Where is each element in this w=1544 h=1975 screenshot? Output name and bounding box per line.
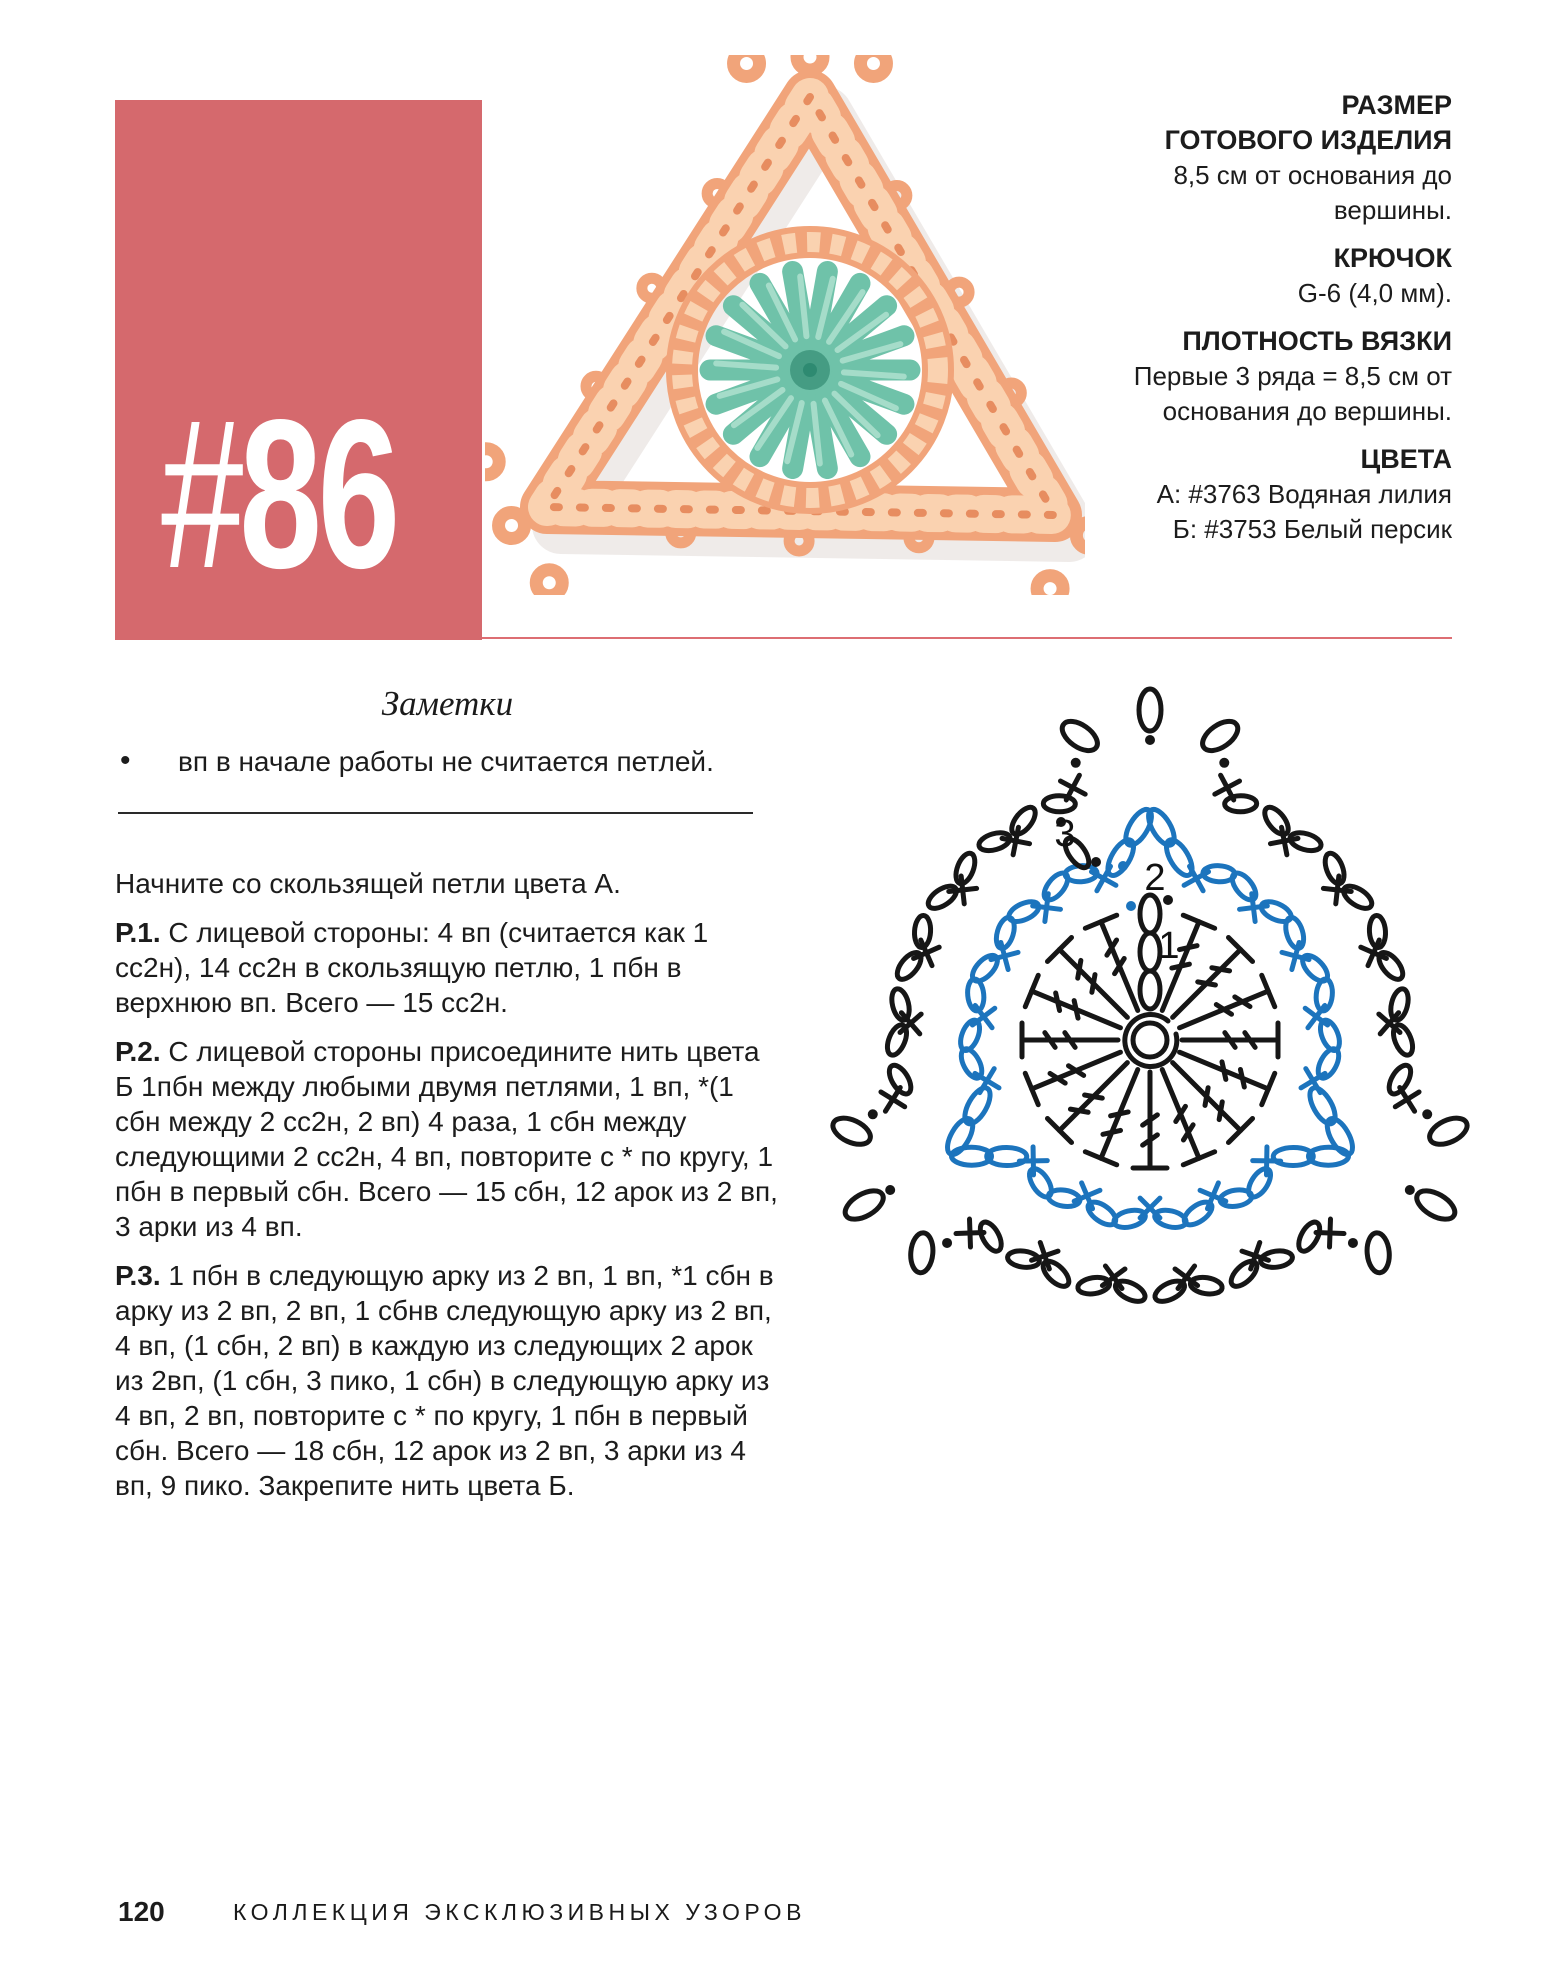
row2-paragraph [115,1034,783,1244]
crochet-motif-photo [485,55,1085,595]
svg-text:1: 1 [1158,925,1180,967]
pattern-number-badge [115,100,482,640]
pattern-number [161,375,397,612]
row2-text: С лицевой стороны присоедините нить цвета Б 1пбн между любыми двумя петлями, 1 вп, *(1 сбн между 2 сс2н, 2 вп) 4 раза, 1 сбн между следующими 2 сс2н, 4 вп, повторите с * по кругу, 1 пбн в первый сбн. Всего — 15 сбн, 12 арок из 2 вп, 3 арки из 4 вп. [115,1036,778,1242]
pattern-number-digits: 86 [239,375,397,612]
gauge-label: ПЛОТНОСТЬ ВЯЗКИ [1182,326,1452,356]
notes-divider [118,812,753,814]
gauge-value: Первые 3 ряда = 8,5 см от основания до вершины. [1133,361,1452,426]
size-label-line1: РАЗМЕР [1341,90,1452,120]
colors-label: ЦВЕТА [1360,444,1452,474]
pattern-number-hash: # [161,375,240,612]
specs-column [1092,88,1452,547]
row1-paragraph [115,915,783,1020]
page-number: 120 [118,1896,165,1927]
row1-label: Р.1. [115,917,161,948]
crochet-chart [765,600,1535,1460]
intro-paragraph: Начните со скользящей петли цвета А. [115,868,621,899]
row3-label: Р.3. [115,1260,161,1291]
size-label-line2: ГОТОВОГО ИЗДЕЛИЯ [1164,125,1452,155]
size-value: 8,5 см от основания до вершины. [1173,160,1452,225]
row3-paragraph [115,1258,783,1503]
row2-label: Р.2. [115,1036,161,1067]
svg-text:3: 3 [1054,813,1076,855]
color-a-value: А: #3763 Водяная лилия [1156,479,1452,509]
note-item [120,746,780,778]
notes-heading: Заметки [381,684,514,723]
row3-text: 1 пбн в следующую арку из 2 вп, 1 вп, *1 сбн в арку из 2 вп, 2 вп, 1 сбнв следующую арку из 2 вп, 4 вп, (1 сбн, 2 вп) в каждую из следующих 2 арок из 2вп, (1 сбн, 3 пико, 1 сбн) в следующую арку из 4 вп, 2 вп, повторите с * по кругу, 1 пбн в первый сбн. Всего — 18 сбн, 12 арок из 2 вп, 3 арки из 4 вп, 9 пико. Закрепите нить цвета Б. [115,1260,774,1501]
svg-text:2: 2 [1144,857,1166,899]
row1-text: С лицевой стороны: 4 вп (считается как 1 сс2н), 14 сс2н в скользящую петлю, 1 пбн в верхнюю вп. Всего — 15 сс2н. [115,917,709,1018]
instructions [115,866,783,1503]
hook-label: КРЮЧОК [1333,243,1452,273]
color-b-value: Б: #3753 Белый персик [1172,514,1452,544]
hook-value: G-6 (4,0 мм). [1297,278,1452,308]
footer-title: КОЛЛЕКЦИЯ ЭКСКЛЮЗИВНЫХ УЗОРОВ [233,1899,806,1925]
bullet-icon: • [120,744,131,777]
note-text: вп в начале работы не считается петлей. [178,746,714,777]
